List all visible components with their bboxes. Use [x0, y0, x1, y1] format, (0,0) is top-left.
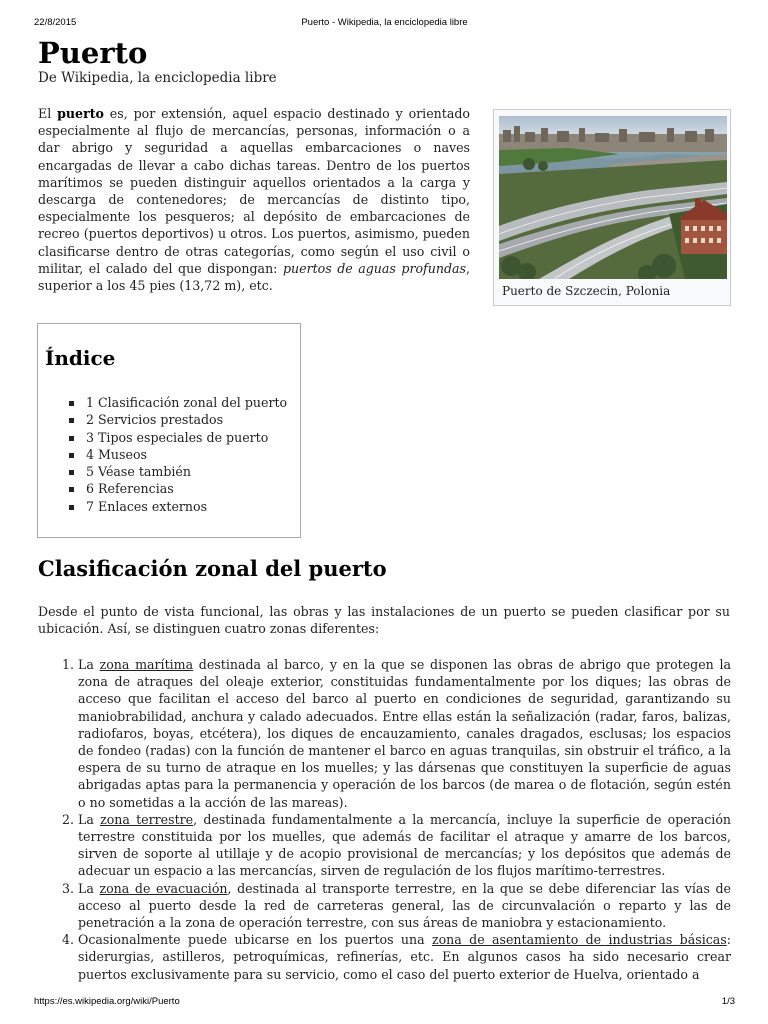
site-tagline: De Wikipedia, la enciclopedia libre — [38, 70, 277, 86]
zone-link[interactable]: zona terrestre — [100, 811, 194, 827]
toc-list — [68, 394, 287, 515]
toc-item[interactable]: 5 Véase también — [68, 463, 287, 480]
zone-link[interactable]: zona marítima — [99, 657, 194, 672]
table-of-contents — [37, 323, 301, 538]
item-pre: La — [78, 880, 100, 896]
toc-item[interactable]: 7 Enlaces externos — [68, 498, 287, 515]
intro-link-deep-ports[interactable]: puertos de aguas profundas — [282, 260, 466, 276]
print-page-title: Puerto - Wikipedia, la enciclopedia libre — [301, 17, 468, 28]
print-url: https://es.wikipedia.org/wiki/Puerto — [34, 996, 180, 1007]
item-text: : siderurgias, astilleros, petroquímicas, refinerías, etc. En algunos casos ha sido necesario crear puertos exclusivamente para su servicio, como el caso del puerto exterior de Huelva, orientado a — [78, 932, 732, 982]
toc-item[interactable]: 1 Clasificación zonal del puerto — [68, 394, 287, 411]
list-number: 2. — [61, 811, 74, 827]
print-footer — [34, 996, 735, 1010]
toc-title: Índice — [45, 346, 116, 370]
toc-item[interactable]: 2 Servicios prestados — [68, 411, 287, 428]
page-title: Puerto — [38, 36, 148, 70]
print-date: 22/8/2015 — [34, 17, 77, 28]
list-item — [61, 880, 732, 932]
print-page-number: 1/3 — [721, 996, 735, 1007]
section-heading: Clasificación zonal del puerto — [38, 556, 387, 581]
intro-bold-term: puerto — [57, 106, 104, 121]
intro-suffix: , superior a los 45 pies (13,72 m), etc. — [38, 260, 470, 294]
port-photo-illustration — [499, 116, 727, 279]
section-intro: Desde el punto de vista funcional, las obras y las instalaciones de un puerto se pueden clasificar por su ubicación. Así, se distinguen cuatro zonas diferentes: — [38, 604, 730, 637]
zone-link[interactable]: zona de evacuación — [99, 880, 228, 896]
intro-body: es, por extensión, aquel espacio destinado y orientado especialmente al flujo de mercancías, personas, información o a dar abrigo y seguridad a aquellas embarcaciones o naves encargadas de llevar a cabo dichas tareas. Dentro de los puertos marítimos se pueden distinguir aquellos orientados a la carga y descarga de contenedores; de mercancías de distinto tipo, especialmente los pesqueros; al depósito de embarcaciones de recreo (puertos deportivos) u otros. Los puertos, asimismo, pueden clasificarse dentro de otras categorías, como según el uso civil o militar, el calado del que dispongan: — [38, 106, 470, 276]
list-item — [61, 656, 732, 811]
print-header — [34, 17, 735, 31]
list-number: 3. — [61, 880, 74, 896]
list-item — [61, 931, 732, 983]
list-item — [61, 811, 732, 880]
toc-item[interactable]: 6 Referencias — [68, 480, 287, 497]
item-text: , destinada al transporte terrestre, en la que se debe diferenciar las vías de acceso al puerto desde la red de carreteras general, las de circunvalación o reparto y las de penetración a la zona de operación terrestre, con sus áreas de maniobra y estacionamiento. — [78, 880, 732, 931]
list-number: 1. — [61, 657, 74, 672]
toc-item[interactable]: 4 Museos — [68, 446, 287, 463]
toc-item[interactable]: 3 Tipos especiales de puerto — [68, 429, 287, 446]
list-number: 4. — [61, 932, 74, 948]
port-photo[interactable] — [499, 116, 727, 279]
zones-list — [61, 656, 732, 983]
image-caption: Puerto de Szczecin, Polonia — [502, 284, 671, 298]
item-pre: La — [78, 657, 100, 672]
item-pre: La — [78, 811, 101, 827]
zone-link[interactable]: zona de asentamiento de industrias básicas — [431, 932, 727, 948]
intro-paragraph — [38, 105, 470, 294]
item-text: destinada al barco, y en la que se disponen las obras de abrigo que protegen la zona de atraques del oleaje exterior, constituidas fundamentalmente por los diques; las obras de acceso que facilitan el acceso del barco al puerto en condiciones de seguridad, garantizando su maniobrabilidad, anchura y calado adecuados. Entre ellas están la señalización (radar, faros, balizas, radiofaros, boyas, etcétera), los diques de encauzamiento, canales dragados, esclusas; los espacios de fondeo (radas) con la función de mantener el barco en aguas tranquilas, sin obstruir el tráfico, a la espera de su turno de atraque en los muelles; y las dársenas que constituyen la superficie de aguas abrigadas aptas para la permanencia y operación de los barcos (de marea o de flotación, según estén o no sometidas a la acción de las mareas). — [78, 657, 732, 810]
item-text: , destinada fundamentalmente a la mercancía, incluye la superficie de operación terrestre constituida por los muelles, que además de facilitar el atraque y amarre de los barcos, sirven de soporte al utillaje y de acopio provisional de mercancías; y los depósitos que además de adecuar un espacio a las mercancías, sirven de regulación de los flujos marítimo-terrestres. — [78, 811, 732, 879]
item-pre: Ocasionalmente puede ubicarse en los puertos una — [78, 932, 432, 948]
intro-prefix: El — [38, 106, 58, 121]
infobox-image-frame — [493, 109, 731, 306]
